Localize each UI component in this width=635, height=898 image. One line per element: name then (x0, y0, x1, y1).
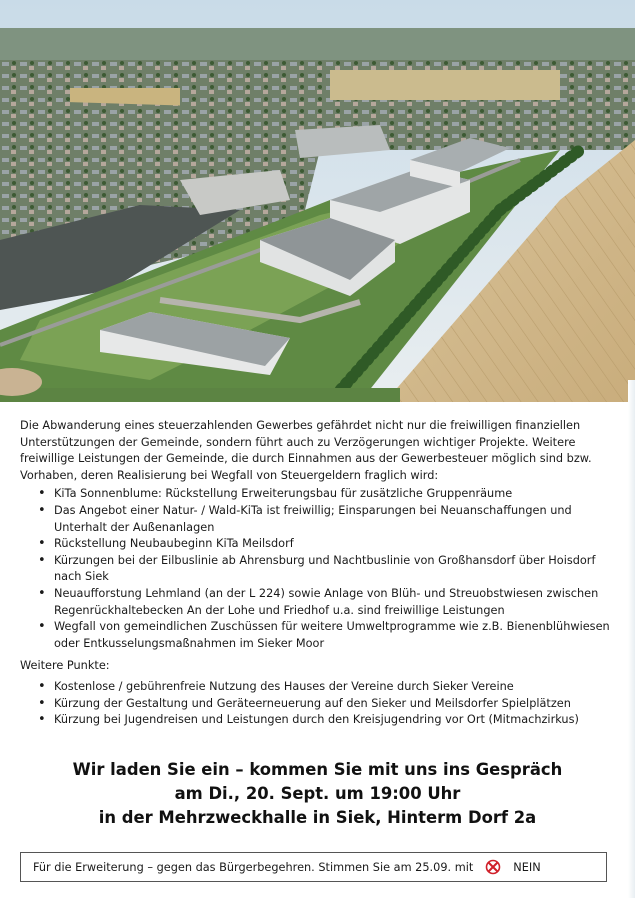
crossed-circle-icon (485, 859, 501, 875)
list-item: • Wegfall von gemeindlichen Zuschüssen für weitere Umweltprogramme wie z.B. Bienenblühwiesen oder Entkusselungsmaßnahmen im Sieker Moor (38, 619, 618, 652)
list-item: • Kostenlose / gebührenfreie Nutzung des Hauses der Vereine durch Sieker Vereine (38, 679, 618, 696)
body-text (20, 418, 618, 729)
page-edge (628, 380, 635, 898)
list-item: • Kürzung der Gestaltung und Geräteerneuerung auf den Sieker und Meilsdorfer Spielplätzen (38, 696, 618, 713)
further-points-list (20, 679, 618, 729)
further-points-heading: Weitere Punkte: (20, 659, 110, 673)
list-item: • Kürzungen bei der Eilbuslinie ab Ahrensburg und Nachtbuslinie von Großhansdorf über Hoisdorf nach Siek (38, 553, 618, 586)
invitation-block (0, 758, 635, 830)
list-item: • Kürzung bei Jugendreisen und Leistungen durch den Kreisjugendring vor Ort (Mitmachzirkus) (38, 712, 618, 729)
list-item: • Das Angebot einer Natur- / Wald-KiTa ist freiwillig; Einsparungen bei Neuanschaffungen und Unterhalt der Außenanlagen (38, 503, 618, 536)
list-item: • Rückstellung Neubaubeginn KiTa Meilsdorf (38, 536, 618, 553)
invitation-venue: in der Mehrzweckhalle in Siek, Hinterm Dorf 2a (98, 808, 537, 827)
invitation-date: am Di., 20. Sept. um 19:00 Uhr (174, 784, 461, 803)
intro-paragraph: Die Abwanderung eines steuerzahlenden Gewerbes gefährdet nicht nur die freiwilligen finanziellen Unterstützungen der Gemeinde, sondern führt auch zu Verzögerungen wichtiger Projekte. Weitere freiwillige Leistungen der Gemeinde, die durch Einnahmen aus der Gewerbesteuer möglich sind bzw. Vorhaben, deren Realisierung bei Wegfall von Steuergeldern fraglich wird: (20, 419, 592, 482)
invitation-line: Wir laden Sie ein – kommen Sie mit uns ins Gespräch (72, 760, 563, 779)
measures-list (20, 486, 618, 652)
vote-label: NEIN (513, 860, 541, 874)
list-item: • KiTa Sonnenblume: Rückstellung Erweiterungsbau für zusätzliche Gruppenräume (38, 486, 618, 503)
aerial-rendering-image (0, 0, 635, 402)
vote-call-text: Für die Erweiterung – gegen das Bürgerbegehren. Stimmen Sie am 25.09. mit (33, 860, 474, 874)
vote-call-box (20, 852, 607, 882)
list-item: • Neuaufforstung Lehmland (an der L 224) sowie Anlage von Blüh- und Streuobstwiesen zwischen Regenrückhaltebecken An der Lohe und Friedhof u.a. sind freiwillige Leistungen (38, 586, 618, 619)
